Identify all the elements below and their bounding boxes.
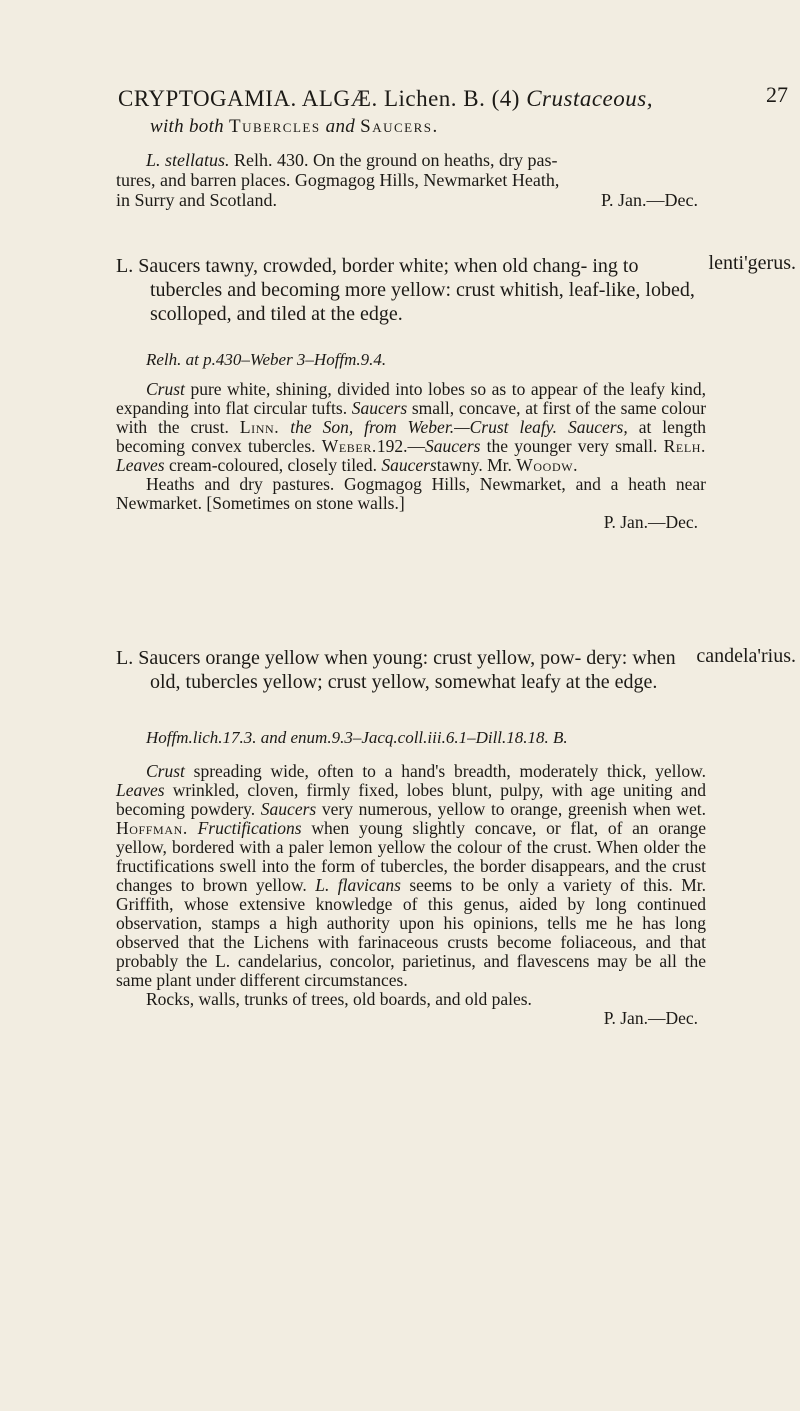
candelarius-hoffman: Hoffman. bbox=[116, 818, 188, 838]
lentigerus-desc-rest: ing to tubercles and becoming more yellow: crust whitish, leaf-like, lobed, scolloped, and tiled at the edge. bbox=[150, 255, 695, 325]
candelarius-fruct-text: when young slightly concave, or flat, of an orange yellow, bordered with a paler lemon yellow the colour of the crust. When older the fructifications swell into the form of tubercles, the border disappears, and the crust changes to brown yellow. bbox=[116, 818, 707, 895]
lentigerus-saucers4: Saucers bbox=[381, 455, 437, 475]
lentigerus-saucers-text: small, concave, at first of the same colour with the crust. bbox=[116, 398, 707, 437]
stellatus-season: P. Jan.—Dec. bbox=[601, 190, 698, 210]
candelarius-fruct-label: Fructifications bbox=[197, 818, 302, 838]
lentigerus-crust-text: pure white, shining, divided into lobes so as to appear of the leafy kind, expanding into flat circular tufts. bbox=[116, 379, 706, 418]
candelarius-habitat: Rocks, walls, trunks of trees, old boards, and old pales. bbox=[146, 989, 532, 1009]
candelarius-notes bbox=[116, 762, 706, 1028]
section-subheader bbox=[150, 116, 439, 138]
subheader-with-both: with both bbox=[150, 116, 224, 137]
lentigerus-son-text: the Son, from Weber. bbox=[290, 417, 455, 437]
stellatus-line3: in Surry and Scotland. bbox=[116, 190, 277, 210]
running-header bbox=[118, 86, 678, 112]
stellatus-entry bbox=[116, 150, 706, 210]
species-name-lentigerus: lenti'gerus. bbox=[708, 252, 796, 274]
lentigerus-leaves-label: Leaves bbox=[116, 455, 165, 475]
lentigerus-saucers2-text: at length becoming convex tubercles. bbox=[116, 417, 707, 456]
lentigerus-saucers3-text: the younger very small. bbox=[486, 436, 658, 456]
candelarius-desc-rest: dery: when old, tubercles yellow; crust yellow, somewhat leafy at the edge. bbox=[150, 647, 676, 693]
lentigerus-crust-label: Crust bbox=[146, 379, 185, 399]
lentigerus-weber: Weber. bbox=[321, 436, 377, 456]
lentigerus-crust2: —Crust leafy. bbox=[454, 417, 557, 437]
lentigerus-desc-line1: L. Saucers tawny, crowded, border white; when old chang- bbox=[116, 255, 588, 277]
stellatus-name: L. stellatus. bbox=[146, 150, 230, 170]
lentigerus-season: P. Jan.—Dec. bbox=[603, 512, 698, 532]
stellatus-line1: Relh. 430. On the ground on heaths, dry pas- bbox=[234, 150, 558, 170]
page-number: 27 bbox=[766, 82, 788, 107]
lentigerus-references: Relh. at p.430–Weber 3–Hoffm.9.4. bbox=[146, 350, 387, 369]
candelarius-season: P. Jan.—Dec. bbox=[603, 1008, 698, 1028]
subheader-tubercles: Tubercles bbox=[229, 116, 321, 137]
candelarius-saucers-label: Saucers bbox=[260, 799, 317, 819]
lentigerus-linn: Linn. bbox=[239, 417, 280, 437]
candelarius-references: Hoffm.lich.17.3. and enum.9.3–Jacq.coll.iii.6.1–Dill.18.18. B. bbox=[146, 728, 568, 747]
header-crustaceous: Crustaceous, bbox=[526, 86, 653, 111]
candelarius-desc-line1: L. Saucers orange yellow when young: crust yellow, pow- bbox=[116, 647, 582, 669]
stellatus-line2: tures, and barren places. Gogmagog Hills, Newmarket Heath, bbox=[116, 170, 560, 190]
subheader-and: and bbox=[325, 116, 356, 137]
candelarius-flavicans: L. flavicans bbox=[315, 875, 401, 895]
lentigerus-saucers4-text: tawny. Mr. bbox=[436, 455, 512, 475]
lentigerus-saucers2: Saucers, bbox=[567, 417, 628, 437]
lentigerus-saucers-label: Saucers bbox=[351, 398, 408, 418]
header-title: CRYPTOGAMIA. ALGÆ. Lichen. B. (4) bbox=[118, 86, 520, 111]
lentigerus-habitat: Heaths and dry pastures. Gogmagog Hills, Newmarket, and a heath near Newmarket. [Sometimes on stone walls.] bbox=[116, 474, 706, 513]
subheader-saucers: Saucers. bbox=[360, 116, 439, 137]
lentigerus-description bbox=[116, 254, 696, 326]
candelarius-leaves-text: wrinkled, cloven, firmly fixed, lobes blunt, pulpy, with age uniting and becoming powdery. bbox=[116, 780, 707, 819]
candelarius-leaves-label: Leaves bbox=[116, 780, 165, 800]
candelarius-saucers-text: very numerous, yellow to orange, greenish when wet. bbox=[321, 799, 706, 819]
lentigerus-leaves-text: cream-coloured, closely tiled. bbox=[168, 455, 377, 475]
candelarius-description bbox=[116, 646, 696, 694]
candelarius-crust-label: Crust bbox=[146, 761, 185, 781]
candelarius-crust-text: spreading wide, often to a hand's breadth, moderately thick, yellow. bbox=[193, 761, 707, 781]
lentigerus-notes bbox=[116, 380, 706, 532]
lentigerus-weber-ref: 192.— bbox=[376, 436, 426, 456]
candelarius-flavicans-text: seems to be only a variety of this. Mr. Griffith, whose extensive knowledge of this genus, aided by long continued observation, stamps a high authority upon his opinions, tells me he has long observed that the Lichens with farinaceous crusts become foliaceous, and that probably the L. candelarius, concolor, parietinus, and flavescens may be all the same plant under different circumstances. bbox=[116, 875, 707, 990]
lentigerus-relh: Relh. bbox=[663, 436, 707, 456]
lentigerus-woodw: Woodw. bbox=[516, 455, 579, 475]
species-name-candelarius: candela'rius. bbox=[696, 645, 796, 667]
lentigerus-saucers3: Saucers bbox=[425, 436, 481, 456]
